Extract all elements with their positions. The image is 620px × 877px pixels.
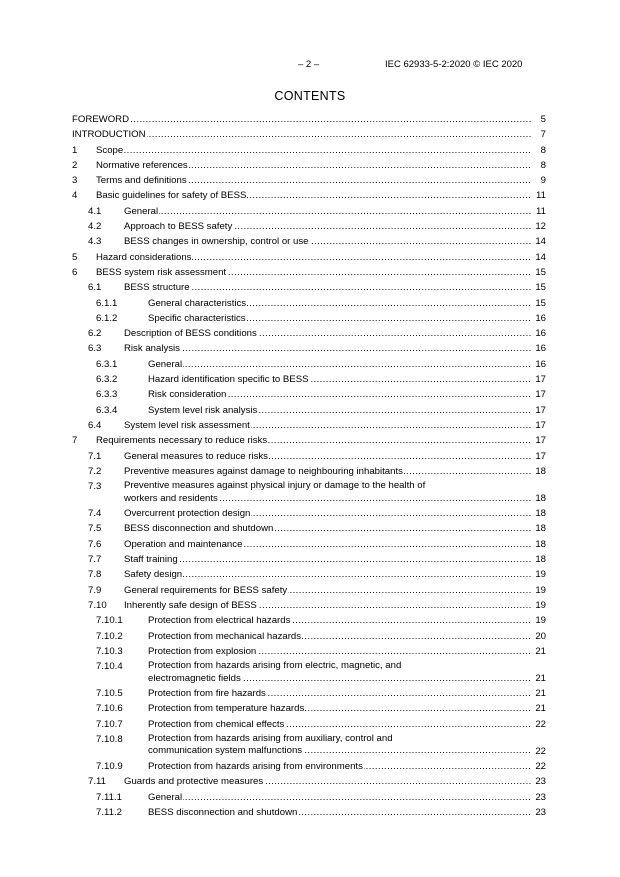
toc-entry-page: 16 <box>535 358 546 370</box>
toc-entry-page: 5 <box>540 114 546 125</box>
toc-entry-title-line2: electromagnetic fields <box>148 672 241 684</box>
toc-entry-text: General characteristics <box>148 297 247 309</box>
toc-entry[interactable] <box>72 311 546 326</box>
page-title: CONTENTS <box>274 89 346 103</box>
toc-entry-title <box>148 717 532 732</box>
toc-entry-page: 18 <box>535 523 546 535</box>
toc-entry-number: 4 <box>72 190 78 202</box>
toc-entry[interactable] <box>72 357 546 372</box>
toc-entry-page: 16 <box>535 328 546 340</box>
toc-entry-title <box>124 449 532 464</box>
toc-entry-title <box>148 629 532 644</box>
toc-entry-title <box>124 567 532 582</box>
toc-entry-title <box>124 537 532 552</box>
toc-entry-title <box>96 433 532 448</box>
toc-entry[interactable] <box>72 598 546 613</box>
toc-entry-title <box>96 173 532 188</box>
toc-entry-number: 6 <box>72 266 78 278</box>
toc-entry[interactable] <box>72 341 546 356</box>
toc-entry[interactable] <box>72 280 546 295</box>
toc-entry-text: Overcurrent protection design <box>124 508 251 520</box>
toc-entry[interactable] <box>72 372 546 387</box>
toc-entry-page: 23 <box>535 791 546 803</box>
toc-entry[interactable] <box>72 521 546 536</box>
toc-entry-page: 20 <box>535 630 546 642</box>
toc-entry-page: 22 <box>535 760 546 772</box>
toc-entry-number: 6.3.3 <box>96 389 118 401</box>
table-of-contents <box>72 112 546 820</box>
toc-entry-number: 6.3.1 <box>96 358 118 370</box>
toc-entry[interactable] <box>72 234 546 249</box>
toc-entry-title <box>148 613 532 628</box>
toc-entry-text: Safety design <box>124 569 183 581</box>
toc-entry-title <box>124 506 532 521</box>
toc-entry-text: BESS changes in ownership, control or use <box>124 236 309 248</box>
toc-entry-text: Scope <box>96 144 124 156</box>
toc-entry-page: 8 <box>540 159 546 171</box>
toc-entry-page: 15 <box>535 266 546 278</box>
toc-entry-page: 19 <box>535 569 546 581</box>
toc-entry-page: 18 <box>535 493 546 505</box>
toc-entry[interactable] <box>72 537 546 552</box>
toc-entry-title <box>72 127 532 142</box>
toc-entry-number: 5 <box>72 251 78 263</box>
toc-entry[interactable] <box>72 403 546 418</box>
toc-entry-text: Protection from hazards arising from environments <box>148 760 363 772</box>
toc-entry-text: BESS disconnection and shutdown <box>148 806 298 818</box>
toc-entry-title <box>148 790 532 805</box>
toc-entry-page: 16 <box>535 312 546 324</box>
toc-entry-number: 7.3 <box>88 481 102 493</box>
toc-entry[interactable] <box>72 143 546 158</box>
toc-entry[interactable] <box>72 567 546 582</box>
toc-entry-page: 15 <box>535 282 546 294</box>
toc-entry-page: 18 <box>535 538 546 550</box>
toc-entry-page: 17 <box>535 389 546 401</box>
toc-entry-title <box>148 644 532 659</box>
toc-entry-title <box>148 659 532 687</box>
toc-entry-page: 11 <box>536 190 546 202</box>
toc-entry-title <box>124 583 532 598</box>
toc-entry-text: Operation and maintenance <box>124 538 243 550</box>
toc-entry-text: Protection from explosion <box>148 645 257 657</box>
toc-entry-number: 4.1 <box>88 205 102 217</box>
toc-entry-page: 21 <box>535 688 546 700</box>
toc-entry[interactable] <box>72 644 546 659</box>
toc-entry-page: 23 <box>535 776 546 788</box>
toc-entry-text: Description of BESS conditions <box>124 328 257 340</box>
toc-entry-page: 19 <box>535 615 546 627</box>
toc-entry[interactable] <box>72 774 546 789</box>
toc-entry-number: 7.7 <box>88 554 102 566</box>
toc-entry-title <box>148 701 532 716</box>
toc-entry-text: Terms and definitions <box>96 175 187 187</box>
toc-entry-text: General <box>148 791 183 803</box>
toc-entry-title <box>124 234 532 249</box>
toc-entry-title <box>124 418 532 433</box>
toc-entry-number: 7.6 <box>88 538 102 550</box>
toc-entry-text: INTRODUCTION <box>72 129 146 141</box>
toc-entry[interactable] <box>72 449 546 464</box>
page-number: – 2 – <box>298 59 320 70</box>
toc-entry-number: 7.10.5 <box>96 688 123 700</box>
toc-entry-page: 19 <box>535 584 546 596</box>
toc-entry-number: 7.8 <box>88 569 102 581</box>
toc-entry-page: 22 <box>535 745 546 757</box>
toc-entry-page: 17 <box>535 419 546 431</box>
toc-entry[interactable] <box>72 433 546 448</box>
toc-entry[interactable] <box>72 188 546 203</box>
toc-entry-text: Staff training <box>124 554 178 566</box>
toc-entry-page: 23 <box>535 806 546 818</box>
toc-entry-title <box>148 296 532 311</box>
toc-entry-number: 1 <box>72 144 78 156</box>
toc-entry[interactable] <box>72 759 546 774</box>
toc-entry-page: 14 <box>535 236 546 248</box>
toc-entry-page: 14 <box>535 251 546 263</box>
toc-entry-text: Requirements necessary to reduce risks <box>96 435 268 447</box>
toc-entry[interactable] <box>72 387 546 402</box>
toc-entry[interactable] <box>72 686 546 701</box>
toc-entry-page: 22 <box>535 718 546 730</box>
toc-entry-page: 17 <box>535 404 546 416</box>
toc-entry-title <box>148 686 532 701</box>
toc-entry-title <box>148 357 532 372</box>
toc-entry-number: 7 <box>72 435 78 447</box>
toc-entry-title <box>124 219 532 234</box>
toc-entry-text: General measures to reduce risks <box>124 450 268 462</box>
toc-entry-title <box>96 158 532 173</box>
toc-entry[interactable] <box>72 629 546 644</box>
toc-entry-text: Risk consideration <box>148 389 227 401</box>
toc-entry-number: 7.10.9 <box>96 760 123 772</box>
toc-entry-title <box>124 280 532 295</box>
toc-entry-number: 7.9 <box>88 584 102 596</box>
toc-entry-text: BESS system risk assessment <box>96 266 227 278</box>
toc-entry-text: BESS disconnection and shutdown <box>124 523 274 535</box>
toc-entry-title <box>148 805 532 820</box>
toc-entry-number: 6.3 <box>88 343 102 355</box>
toc-entry-number: 7.11.1 <box>96 791 122 803</box>
toc-entry-title <box>148 372 532 387</box>
toc-entry-text: BESS structure <box>124 282 190 294</box>
toc-entry[interactable] <box>72 701 546 716</box>
toc-entry-text: Protection from temperature hazards <box>148 703 305 715</box>
toc-entry-page: 9 <box>540 175 546 187</box>
toc-entry-number: 7.10.7 <box>96 718 123 730</box>
toc-entry-number: 6.4 <box>88 419 102 431</box>
toc-entry-title <box>72 112 532 127</box>
toc-entry-text: Inherently safe design of BESS <box>124 599 257 611</box>
toc-entry-page: 18 <box>535 508 546 520</box>
toc-entry-title <box>124 598 532 613</box>
toc-entry-number: 6.3.4 <box>96 404 118 416</box>
toc-entry[interactable] <box>72 158 546 173</box>
page-header <box>0 59 620 73</box>
toc-entry-page: 21 <box>535 703 546 715</box>
toc-entry-number: 7.10.8 <box>96 733 123 745</box>
toc-entry-text: Protection from chemical effects <box>148 718 285 730</box>
toc-entry[interactable] <box>72 326 546 341</box>
toc-entry-page: 16 <box>535 343 546 355</box>
toc-entry-number: 7.11.2 <box>96 806 122 818</box>
toc-entry-number: 7.11 <box>88 776 106 788</box>
toc-entry-page: 7 <box>540 129 546 141</box>
toc-entry[interactable] <box>72 659 546 686</box>
toc-entry[interactable] <box>72 479 546 506</box>
toc-entry[interactable] <box>72 732 546 759</box>
toc-entry-number: 7.1 <box>88 450 102 462</box>
toc-entry-text: Preventive measures against damage to neighbouring inhabitants <box>124 465 403 477</box>
toc-entry-title-line2: communication system malfunctions <box>148 745 303 757</box>
toc-entry-text: Protection from fire hazards <box>148 688 266 700</box>
toc-entry[interactable] <box>72 173 546 188</box>
toc-entry-text: System level risk assessment <box>124 419 250 431</box>
toc-entry[interactable] <box>72 265 546 280</box>
toc-entry[interactable] <box>72 717 546 732</box>
toc-entry-title <box>124 464 532 479</box>
toc-entry-number: 6.1.2 <box>96 312 118 324</box>
toc-entry-title <box>124 326 532 341</box>
toc-entry-text: Hazard identification specific to BESS <box>148 374 309 386</box>
toc-entry[interactable] <box>72 127 546 142</box>
toc-entry-number: 7.4 <box>88 508 102 520</box>
toc-entry-text: General <box>148 358 183 370</box>
toc-entry-title <box>124 341 532 356</box>
toc-entry-title <box>96 265 532 280</box>
toc-entry-number: 7.10.1 <box>96 615 123 627</box>
toc-entry-text: Basic guidelines for safety of BESS <box>96 190 247 202</box>
toc-entry-title <box>124 204 532 219</box>
toc-entry-text: General requirements for BESS safety <box>124 584 288 596</box>
toc-entry-title-line2: workers and residents <box>124 492 218 504</box>
toc-entry-text: Risk analysis <box>124 343 180 355</box>
toc-entry[interactable] <box>72 250 546 265</box>
toc-entry-number: 3 <box>72 175 78 187</box>
toc-entry-title <box>148 311 532 326</box>
toc-entry-page: 18 <box>535 465 546 477</box>
toc-entry-title <box>96 188 532 203</box>
toc-entry-number: 2 <box>72 159 78 171</box>
toc-entry[interactable] <box>72 583 546 598</box>
toc-entry-page: 18 <box>535 554 546 566</box>
toc-entry-text: Hazard considerations <box>96 251 192 263</box>
toc-entry-title <box>96 250 532 265</box>
toc-entry-number: 6.1.1 <box>96 297 118 309</box>
toc-entry-page: 11 <box>536 205 546 217</box>
toc-entry-page: 17 <box>535 435 546 447</box>
toc-entry-text: Specific characteristics <box>148 312 246 324</box>
toc-entry-page: 8 <box>540 144 546 156</box>
toc-entry-title-line1: Protection from hazards arising from electric, magnetic, and <box>148 660 402 672</box>
toc-entry[interactable] <box>72 418 546 433</box>
toc-entry-title <box>148 759 532 774</box>
toc-entry-text: Protection from electrical hazards <box>148 615 291 627</box>
toc-entry-number: 6.3.2 <box>96 374 118 386</box>
toc-entry-title <box>124 521 532 536</box>
toc-entry[interactable] <box>72 613 546 628</box>
toc-entry-text: General <box>124 205 159 217</box>
toc-entry[interactable] <box>72 805 546 820</box>
toc-entry-number: 7.10.2 <box>96 630 123 642</box>
document-reference: IEC 62933-5-2:2020 © IEC 2020 <box>385 59 523 70</box>
toc-entry-page: 21 <box>535 673 546 685</box>
toc-entry[interactable] <box>72 112 546 127</box>
toc-entry-page: 17 <box>535 450 546 462</box>
toc-entry-text: Protection from mechanical hazards <box>148 630 302 642</box>
toc-entry-title <box>124 479 532 507</box>
toc-entry-number: 6.2 <box>88 328 102 340</box>
toc-entry-title <box>124 774 532 789</box>
toc-entry[interactable] <box>72 506 546 521</box>
toc-entry-number: 7.2 <box>88 465 102 477</box>
toc-entry-number: 7.10.4 <box>96 661 123 673</box>
toc-entry-title <box>148 732 532 760</box>
toc-entry-number: 7.5 <box>88 523 102 535</box>
toc-entry-text: FOREWORD <box>72 114 130 125</box>
toc-entry[interactable] <box>72 552 546 567</box>
toc-entry[interactable] <box>72 296 546 311</box>
toc-entry-number: 6.1 <box>88 282 102 294</box>
toc-entry-page: 17 <box>535 374 546 386</box>
toc-entry-page: 15 <box>535 297 546 309</box>
toc-entry[interactable] <box>72 204 546 219</box>
toc-entry-text: Normative references <box>96 159 188 171</box>
toc-entry[interactable] <box>72 464 546 479</box>
toc-entry-number: 4.3 <box>88 236 102 248</box>
toc-entry-text: Approach to BESS safety <box>124 221 233 233</box>
toc-entry-page: 12 <box>535 221 546 233</box>
toc-entry-title <box>148 387 532 402</box>
toc-entry-title <box>96 143 532 158</box>
toc-entry-text: Guards and protective measures <box>124 776 264 788</box>
toc-entry[interactable] <box>72 219 546 234</box>
toc-entry-number: 7.10 <box>88 599 107 611</box>
toc-entry-text: System level risk analysis <box>148 404 258 416</box>
toc-entry-title-line1: Protection from hazards arising from auxiliary, control and <box>148 732 393 744</box>
toc-entry-page: 21 <box>535 645 546 657</box>
toc-entry-title <box>148 403 532 418</box>
toc-entry-number: 7.10.6 <box>96 703 123 715</box>
toc-entry[interactable] <box>72 790 546 805</box>
toc-entry-number: 7.10.3 <box>96 645 123 657</box>
toc-entry-number: 4.2 <box>88 221 102 233</box>
toc-entry-page: 19 <box>535 599 546 611</box>
toc-entry-title <box>124 552 532 567</box>
toc-entry-title-line1: Preventive measures against physical injury or damage to the health of <box>124 480 426 492</box>
